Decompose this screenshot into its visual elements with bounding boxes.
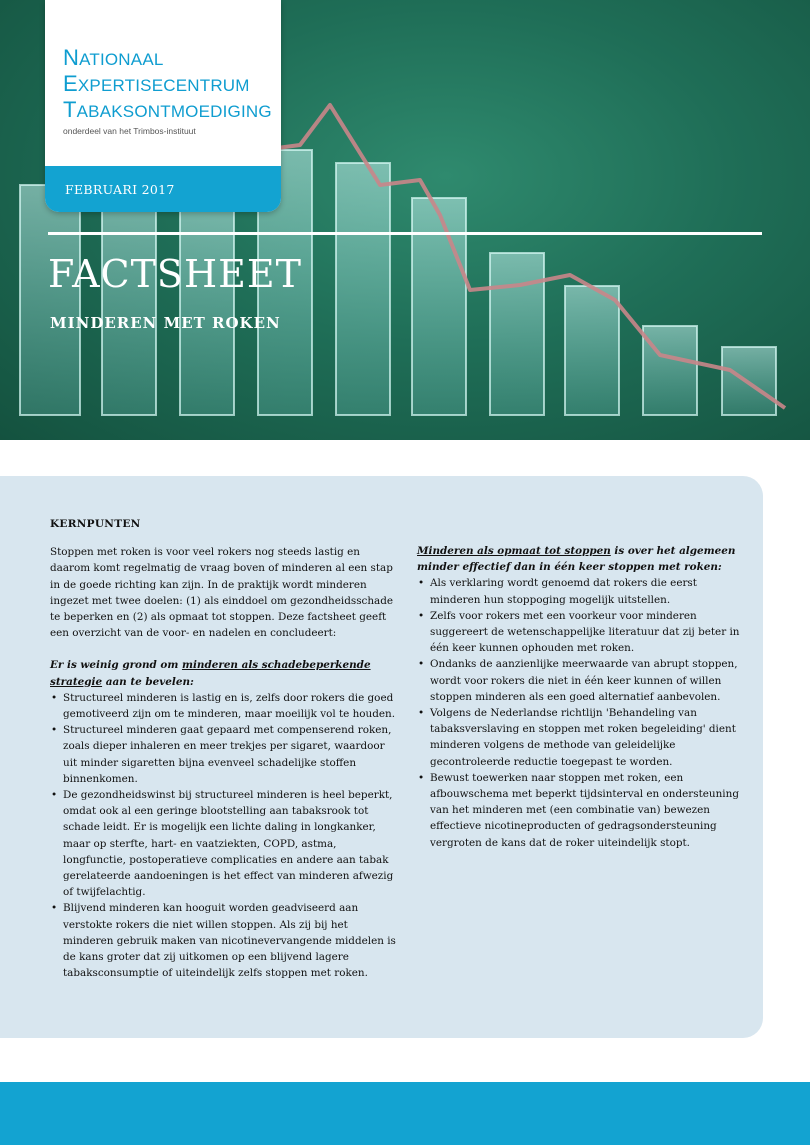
logo-line-2: EXPERTISECENTRUM — [63, 71, 250, 96]
chalk-bar — [336, 163, 390, 415]
list-item: • De gezondheidswinst bij structureel minderen is heel beperkt, omdat ook al een geringe blootstelling aan tabaksrook tot schade leidt. Er is mogelijk een lichte daling in longkanker, maar op sterfte, hart- en vaatziekten, COPD, astma, longfunctie, postoperatieve complicaties en andere aan tabak gerelateerde aandoeningen is het effect van minderen afwezig of twijfelachtig. — [50, 787, 396, 900]
list-item: • Structureel minderen gaat gepaard met compenserend roken, zoals dieper inhaleren en meer trekjes per sigaret, waardoor uit minder sigaretten bijna evenveel schadelijke stoffen binnenkomen. — [50, 722, 396, 787]
publication-date: FEBRUARI 2017 — [65, 182, 175, 197]
left-column — [50, 516, 396, 981]
section-heading: KERNPUNTEN — [50, 518, 141, 530]
logo-line-3: TABAKSONTMOEDIGING — [63, 97, 272, 122]
page-subtitle: MINDEREN MET ROKEN — [50, 314, 281, 332]
left-lead: Er is weinig grond om minderen als schadebeperkende strategie aan te bevelen: — [50, 659, 371, 688]
right-bullet-list — [417, 575, 747, 850]
chalk-bar — [412, 198, 466, 415]
logo-line-1: NATIONAAL — [63, 45, 164, 70]
right-column — [417, 543, 747, 851]
footer-band — [0, 1082, 810, 1145]
list-item: • Blijvend minderen kan hooguit worden geadviseerd aan verstokte rokers die niet willen stoppen. Als zij bij het minderen gebruik maken van nicotinevervangende middelen is de kans groter dat zij uitkomen op een blijvend lagere tabaksconsumptie of uiteindelijk zelfs stoppen met roken. — [50, 900, 396, 981]
hero-banner — [0, 0, 810, 440]
right-lead-emphasis: Minderen als opmaat tot stoppen — [417, 545, 611, 557]
intro-paragraph: Stoppen met roken is voor veel rokers nog steeds lastig en daarom komt regelmatig de vraag boven of minderen al een stap in de goede richting kan zijn. In de praktijk wordt minderen ingezet met twee doelen: (1) als einddoel om gezondheidsschade te beperken en (2) als opmaat tot stoppen. Deze factsheet geeft een overzicht van de voor- en nadelen en concludeert: — [50, 546, 394, 640]
date-band — [45, 166, 281, 212]
chalk-bar — [643, 326, 697, 415]
chalk-bar — [565, 286, 619, 415]
left-bullet-list — [50, 690, 396, 982]
left-lead-emphasis: minderen als schadebeperkende strategie — [50, 659, 371, 688]
content-panel — [0, 476, 763, 1038]
chalk-bar — [20, 185, 80, 415]
chalk-bar — [490, 253, 544, 415]
list-item: • Structureel minderen is lastig en is, zelfs door rokers die goed gemotiveerd zijn om te minderen, maar moeilijk vol te houden. — [50, 690, 396, 722]
list-item: • Zelfs voor rokers met een voorkeur voor minderen suggereert de wetenschappelijke literatuur dat zij beter in één keer kunnen ophouden met roken. — [417, 608, 747, 657]
logo-subtitle: onderdeel van het Trimbos-instituut — [63, 126, 196, 136]
list-item: • Ondanks de aanzienlijke meerwaarde van abrupt stoppen, wordt voor rokers die niet in één keer kunnen of willen stoppen minderen als een goed alternatief aanbevolen. — [417, 656, 747, 705]
right-lead: Minderen als opmaat tot stoppen is over het algemeen minder effectief dan in één keer stoppen met roken: — [417, 545, 736, 574]
chalk-bar — [180, 205, 234, 415]
organisation-logo — [45, 0, 281, 212]
list-item: • Als verklaring wordt genoemd dat rokers die eerst minderen hun stoppoging mogelijk uitstellen. — [417, 575, 747, 607]
list-item: • Volgens de Nederlandse richtlijn 'Behandeling van tabaksverslaving en stoppen met roken begeleiding' dient minderen volgens de methode van geleidelijke gecontroleerde reductie toegepast te worden. — [417, 705, 747, 770]
page-title: FACTSHEET — [48, 252, 302, 296]
list-item: • Bewust toewerken naar stoppen met roken, een afbouwschema met beperkt tijdsinterval en ondersteuning van het minderen met (een combinatie van) bewezen effectieve nicotineproducten of gedragsondersteuning vergroten de kans dat de roker uiteindelijk stopt. — [417, 770, 747, 851]
title-divider — [48, 232, 762, 235]
chalk-bar — [102, 195, 156, 415]
